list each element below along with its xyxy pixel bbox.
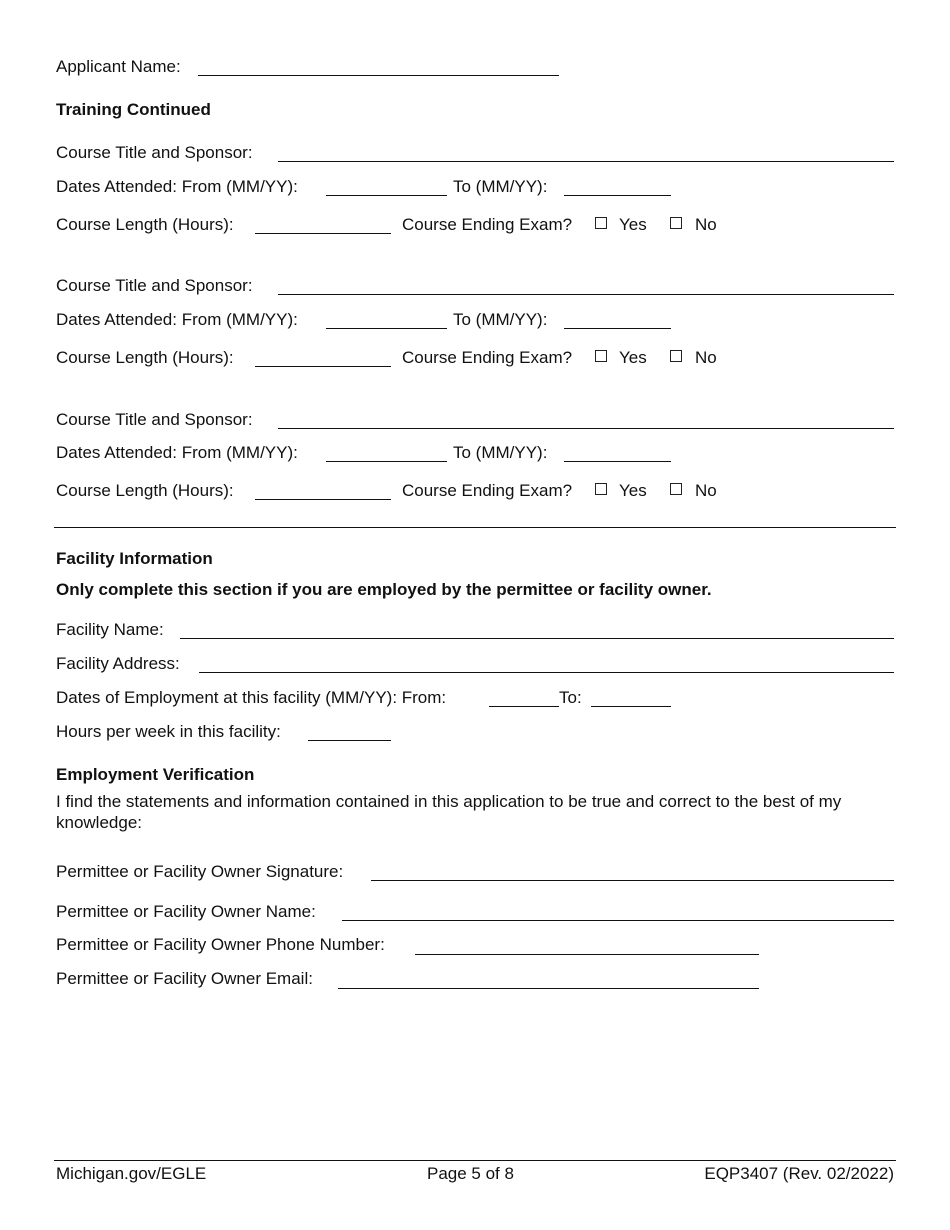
hours-per-week-label: Hours per week in this facility: <box>56 722 281 741</box>
exam-no-checkbox[interactable] <box>670 350 682 362</box>
course-title-sponsor-field[interactable] <box>278 428 894 429</box>
course-length-label: Course Length (Hours): <box>56 348 234 367</box>
facility-name-field[interactable] <box>180 638 894 639</box>
owner-name-label: Permittee or Facility Owner Name: <box>56 902 316 921</box>
footer-form-id: EQP3407 (Rev. 02/2022) <box>704 1164 894 1183</box>
course-length-label: Course Length (Hours): <box>56 215 234 234</box>
dates-to-label: To (MM/YY): <box>453 443 548 462</box>
dates-to-field[interactable] <box>564 461 671 462</box>
course-title-sponsor-label: Course Title and Sponsor: <box>56 410 253 429</box>
owner-phone-field[interactable] <box>415 954 759 955</box>
applicant-name-field[interactable] <box>198 75 559 76</box>
course-title-sponsor-label: Course Title and Sponsor: <box>56 143 253 162</box>
exam-label: Course Ending Exam? <box>402 348 573 367</box>
dates-to-field[interactable] <box>564 328 671 329</box>
facility-address-field[interactable] <box>199 672 894 673</box>
facility-section-note: Only complete this section if you are employed by the permittee or facility owner. <box>56 580 712 599</box>
exam-label: Course Ending Exam? <box>402 481 573 500</box>
owner-name-field[interactable] <box>342 920 894 921</box>
section-divider <box>54 527 896 528</box>
course-length-field[interactable] <box>255 366 391 367</box>
dates-from-field[interactable] <box>326 195 447 196</box>
facility-name-label: Facility Name: <box>56 620 164 639</box>
exam-no-label: No <box>695 215 717 234</box>
exam-no-label: No <box>695 481 717 500</box>
dates-from-field[interactable] <box>326 461 447 462</box>
owner-signature-label: Permittee or Facility Owner Signature: <box>56 862 344 881</box>
owner-email-label: Permittee or Facility Owner Email: <box>56 969 313 988</box>
course-title-sponsor-field[interactable] <box>278 161 894 162</box>
section-title-training: Training Continued <box>56 100 211 119</box>
dates-from-label: Dates Attended: From (MM/YY): <box>56 177 298 196</box>
employment-to-label: To: <box>559 688 582 707</box>
exam-no-checkbox[interactable] <box>670 217 682 229</box>
facility-address-label: Facility Address: <box>56 654 180 673</box>
course-title-sponsor-label: Course Title and Sponsor: <box>56 276 253 295</box>
owner-signature-field[interactable] <box>371 880 894 881</box>
dates-to-label: To (MM/YY): <box>453 177 548 196</box>
exam-no-label: No <box>695 348 717 367</box>
hours-per-week-field[interactable] <box>308 740 391 741</box>
dates-from-field[interactable] <box>326 328 447 329</box>
course-length-field[interactable] <box>255 233 391 234</box>
employment-to-field[interactable] <box>591 706 671 707</box>
exam-yes-label: Yes <box>619 348 647 367</box>
footer-website: Michigan.gov/EGLE <box>56 1164 207 1183</box>
exam-label: Course Ending Exam? <box>402 215 573 234</box>
footer-page-number: Page 5 of 8 <box>427 1164 514 1183</box>
course-length-field[interactable] <box>255 499 391 500</box>
footer-divider <box>54 1160 896 1161</box>
exam-yes-label: Yes <box>619 215 647 234</box>
course-length-label: Course Length (Hours): <box>56 481 234 500</box>
facility-section-title: Facility Information <box>56 549 213 568</box>
applicant-name-label: Applicant Name: <box>56 57 181 76</box>
exam-yes-checkbox[interactable] <box>595 483 607 495</box>
dates-from-label: Dates Attended: From (MM/YY): <box>56 443 298 462</box>
employment-dates-label: Dates of Employment at this facility (MM/YY): From: <box>56 688 447 707</box>
dates-to-field[interactable] <box>564 195 671 196</box>
owner-phone-label: Permittee or Facility Owner Phone Number: <box>56 935 385 954</box>
exam-yes-label: Yes <box>619 481 647 500</box>
exam-yes-checkbox[interactable] <box>595 217 607 229</box>
verification-statement: I find the statements and information contained in this application to be true and correct to the best of my knowledge: <box>56 792 842 832</box>
exam-no-checkbox[interactable] <box>670 483 682 495</box>
dates-from-label: Dates Attended: From (MM/YY): <box>56 310 298 329</box>
dates-to-label: To (MM/YY): <box>453 310 548 329</box>
verification-section-title: Employment Verification <box>56 765 255 784</box>
employment-from-field[interactable] <box>489 706 559 707</box>
owner-email-field[interactable] <box>338 988 759 989</box>
exam-yes-checkbox[interactable] <box>595 350 607 362</box>
course-title-sponsor-field[interactable] <box>278 294 894 295</box>
